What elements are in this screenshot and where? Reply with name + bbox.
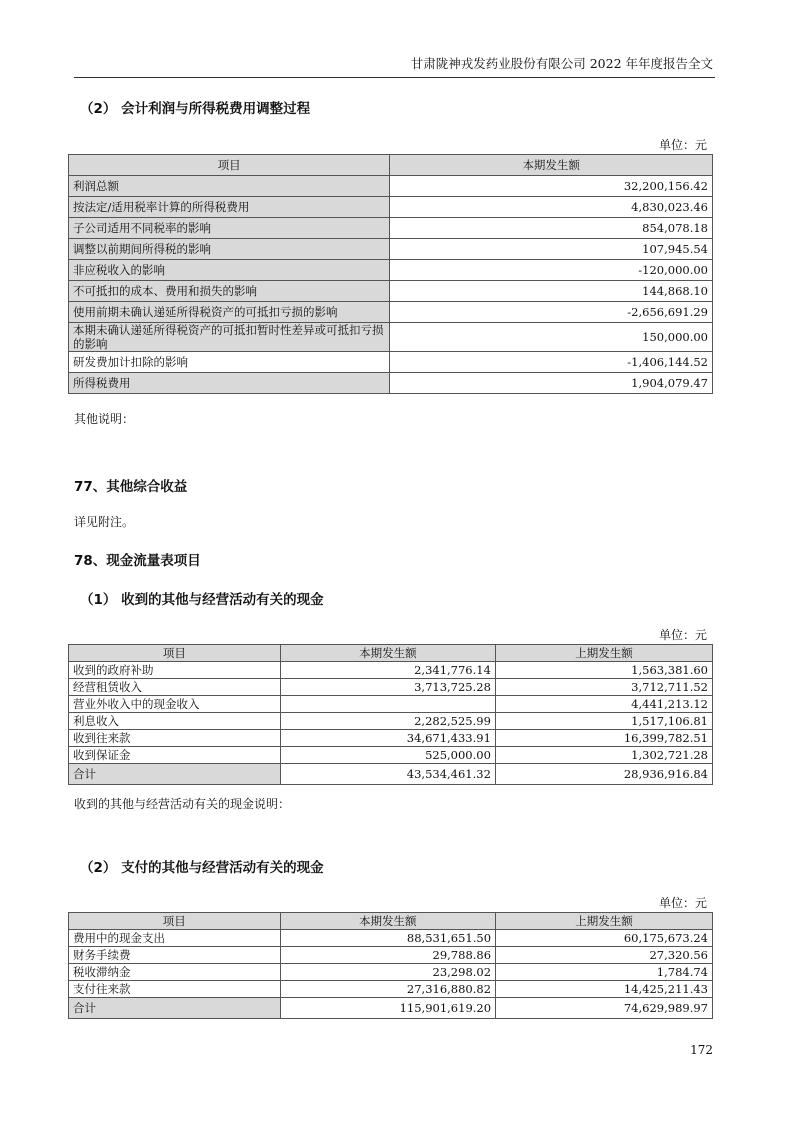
value-cell: 2,341,776.14 (280, 662, 495, 679)
unit-label: 单位：元 (658, 628, 707, 642)
unit-label: 单位：元 (658, 896, 707, 910)
section-title: （1） 收到的其他与经营活动有关的现金 (80, 592, 324, 608)
value-cell: 150,000.00 (390, 323, 713, 352)
item-cell: 子公司适用不同税率的影响 (69, 218, 390, 239)
item-cell: 收到的政府补助 (69, 662, 281, 679)
unit-label: 单位：元 (658, 138, 707, 152)
item-cell: 所得税费用 (69, 373, 390, 394)
value-cell: 29,788.86 (280, 947, 496, 964)
value-cell: 3,712,711.52 (495, 679, 712, 696)
value-cell: 4,830,023.46 (390, 197, 713, 218)
column-header: 项目 (69, 645, 281, 662)
value-cell: -2,656,691.29 (390, 302, 713, 323)
note: 其他说明： (74, 412, 135, 426)
value-cell: 115,901,619.20 (280, 998, 496, 1019)
value-cell: 1,904,079.47 (390, 373, 713, 394)
value-cell: 43,534,461.32 (280, 764, 495, 785)
column-header: 本期发生额 (390, 155, 713, 176)
table-header-row (69, 155, 713, 176)
section-title: 77、其他综合收益 (74, 479, 188, 495)
column-header: 本期发生额 (280, 913, 496, 930)
value-cell: 1,784.74 (496, 964, 713, 981)
tax-reconciliation-table (68, 154, 713, 394)
item-cell: 合计 (69, 764, 281, 785)
item-cell: 研发费加计扣除的影响 (69, 352, 390, 373)
value-cell: 74,629,989.97 (496, 998, 713, 1019)
value-cell: -120,000.00 (390, 260, 713, 281)
table-row (69, 964, 713, 981)
table-row (69, 662, 713, 679)
value-cell: 23,298.02 (280, 964, 496, 981)
column-header: 上期发生额 (495, 645, 712, 662)
column-header: 项目 (69, 155, 390, 176)
table-row (69, 197, 713, 218)
value-cell: 3,713,725.28 (280, 679, 495, 696)
section-title: （2） 会计利润与所得税费用调整过程 (80, 101, 311, 117)
table-row (69, 679, 713, 696)
table-row (69, 323, 713, 352)
item-cell: 财务手续费 (69, 947, 281, 964)
value-cell: 28,936,916.84 (495, 764, 712, 785)
value-cell: 1,517,106.81 (495, 713, 712, 730)
table-row (69, 930, 713, 947)
value-cell: 1,563,381.60 (495, 662, 712, 679)
item-cell: 支付往来款 (69, 981, 281, 998)
table-row (69, 260, 713, 281)
column-header: 本期发生额 (280, 645, 495, 662)
value-cell: 107,945.54 (390, 239, 713, 260)
value-cell: 14,425,211.43 (496, 981, 713, 998)
value-cell: 27,316,880.82 (280, 981, 496, 998)
item-cell: 合计 (69, 998, 281, 1019)
value-cell: 854,078.18 (390, 218, 713, 239)
table-row (69, 176, 713, 197)
item-cell: 税收滞纳金 (69, 964, 281, 981)
table-row (69, 947, 713, 964)
item-cell: 使用前期未确认递延所得税资产的可抵扣亏损的影响 (69, 302, 390, 323)
value-cell: 2,282,525.99 (280, 713, 495, 730)
item-cell: 利息收入 (69, 713, 281, 730)
running-header: 甘肃陇神戎发药业股份有限公司 2022 年年度报告全文 (410, 56, 713, 71)
paragraph: 详见附注。 (74, 515, 135, 529)
value-cell: -1,406,144.52 (390, 352, 713, 373)
item-cell: 费用中的现金支出 (69, 930, 281, 947)
value-cell: 525,000.00 (280, 747, 495, 764)
value-cell: 144,868.10 (390, 281, 713, 302)
value-cell: 27,320.56 (496, 947, 713, 964)
section-title: 78、现金流量表项目 (74, 553, 201, 569)
item-cell: 营业外收入中的现金收入 (69, 696, 281, 713)
value-cell (280, 696, 495, 713)
value-cell: 16,399,782.51 (495, 730, 712, 747)
table-row (69, 998, 713, 1019)
item-cell: 收到往来款 (69, 730, 281, 747)
table-row (69, 302, 713, 323)
item-cell: 本期未确认递延所得税资产的可抵扣暂时性差异或可抵扣亏损的影响 (69, 323, 390, 352)
cash-received-table (68, 644, 713, 785)
table-row (69, 730, 713, 747)
table-row (69, 352, 713, 373)
section-title: （2） 支付的其他与经营活动有关的现金 (80, 860, 324, 876)
value-cell: 32,200,156.42 (390, 176, 713, 197)
table-row (69, 218, 713, 239)
column-header: 上期发生额 (496, 913, 713, 930)
item-cell: 按法定/适用税率计算的所得税费用 (69, 197, 390, 218)
table-row (69, 713, 713, 730)
table-row (69, 239, 713, 260)
table-header-row (69, 913, 713, 930)
table-row (69, 764, 713, 785)
column-header: 项目 (69, 913, 281, 930)
value-cell: 4,441,213.12 (495, 696, 712, 713)
table-row (69, 696, 713, 713)
item-cell: 调整以前期间所得税的影响 (69, 239, 390, 260)
note: 收到的其他与经营活动有关的现金说明： (74, 797, 291, 811)
item-cell: 收到保证金 (69, 747, 281, 764)
table-header-row (69, 645, 713, 662)
item-cell: 利润总额 (69, 176, 390, 197)
value-cell: 88,531,651.50 (280, 930, 496, 947)
value-cell: 34,671,433.91 (280, 730, 495, 747)
table-row (69, 373, 713, 394)
item-cell: 非应税收入的影响 (69, 260, 390, 281)
table-row (69, 281, 713, 302)
page-number: 172 (690, 1043, 713, 1057)
value-cell: 1,302,721.28 (495, 747, 712, 764)
header-rule (74, 77, 715, 78)
item-cell: 经营租赁收入 (69, 679, 281, 696)
cash-paid-table (68, 912, 713, 1019)
value-cell: 60,175,673.24 (496, 930, 713, 947)
item-cell: 不可抵扣的成本、费用和损失的影响 (69, 281, 390, 302)
table-row (69, 981, 713, 998)
table-row (69, 747, 713, 764)
